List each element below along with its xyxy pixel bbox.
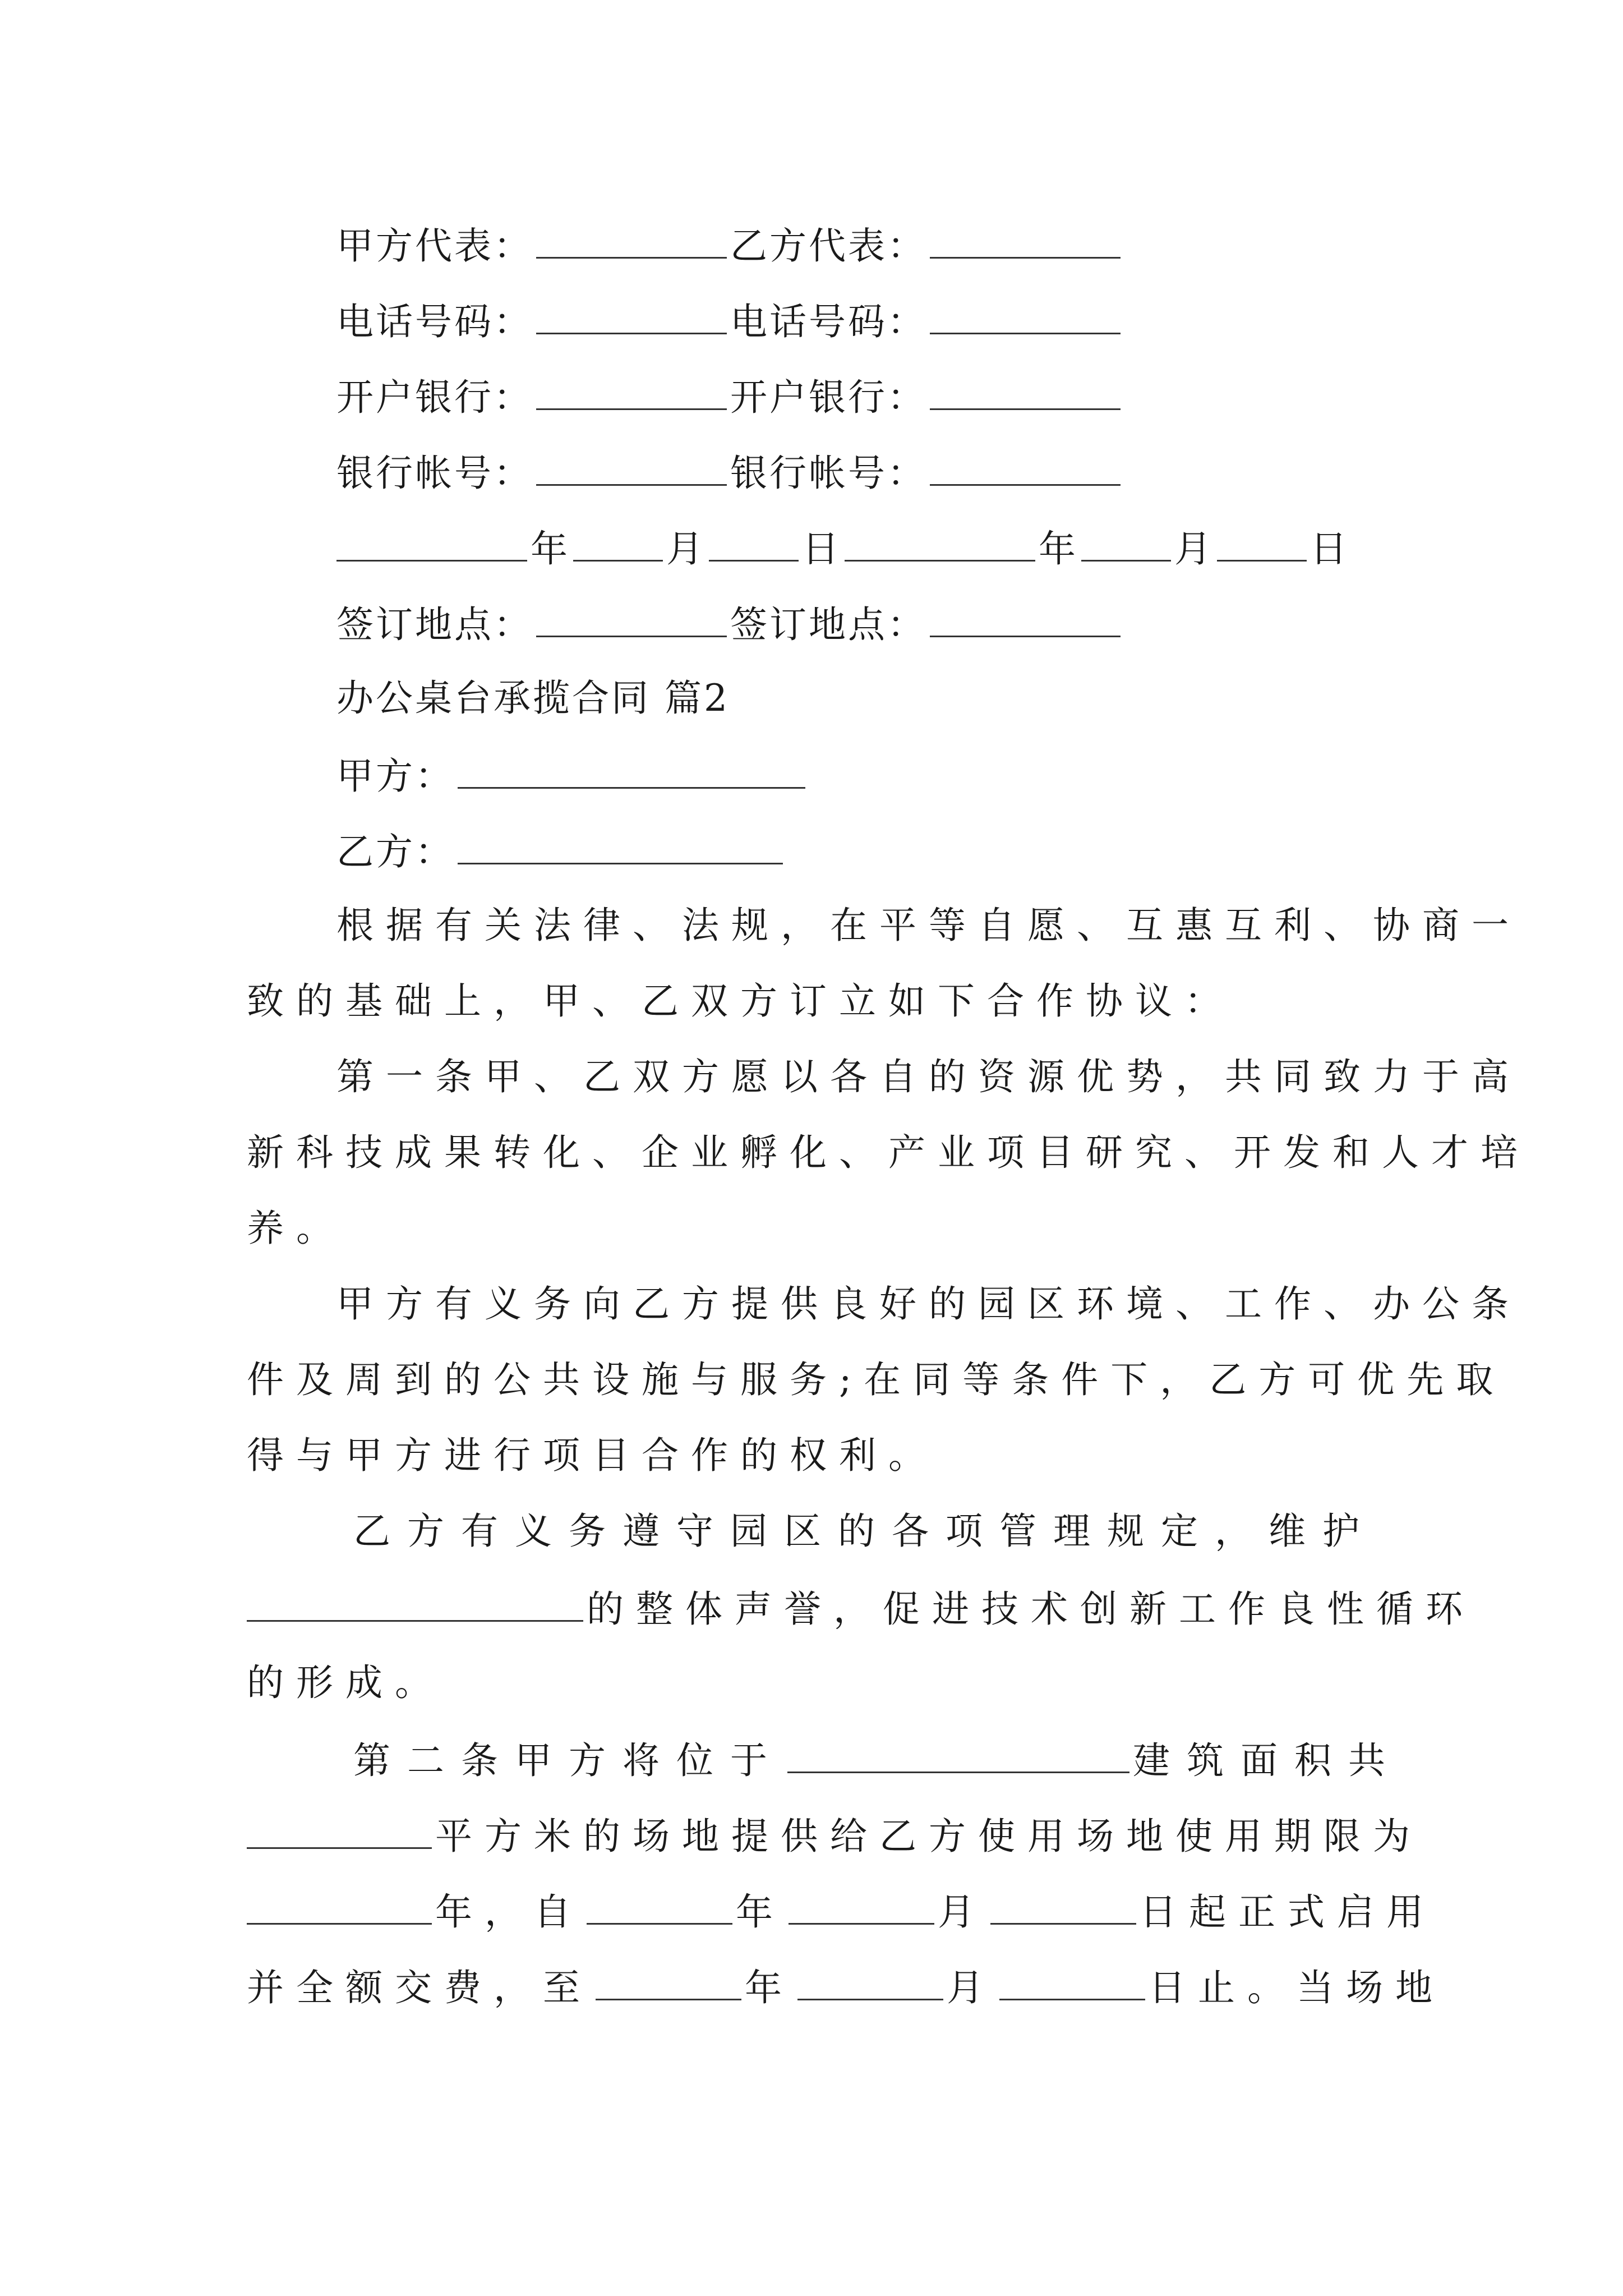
blank-field [930,301,1121,334]
paragraph-line: 件及周到的公共设施与服务;在同等条件下，乙方可优先取 [247,1358,1506,1401]
paragraph-line [247,1966,1445,2009]
blank-field [336,528,527,562]
paragraph-line [247,1588,1475,1631]
party-a-label: 甲方： [336,754,454,798]
blank-field [787,1740,1129,1773]
blank-field [930,226,1121,259]
blank-field [536,377,727,410]
blank-field [536,226,727,259]
paragraph-text: 月 [938,1890,987,1934]
party-a-line [336,754,1387,798]
blank-field [999,1967,1145,2000]
blank-field [789,1892,934,1925]
blank-field [247,1589,583,1622]
party-b-line [336,831,1387,871]
party-b-bank-label: 开户银行： [730,376,926,419]
blank-field [709,528,799,562]
blank-field [536,301,727,334]
paragraph-text: 平方米的场地提供给乙方使用场地使用期限为 [435,1815,1422,1858]
paragraph-text: 并全额交费，至 [247,1966,592,2009]
party-b-place-label: 签订地点： [730,603,926,646]
party-a-account-label: 银行帐号： [336,452,533,495]
blank-field [930,377,1121,410]
party-a-rep-label: 甲方代表： [336,224,533,268]
blank-field [536,604,727,637]
blank-field [247,1892,432,1925]
date-year-label: 年 [531,527,570,570]
blank-field [990,1892,1136,1925]
blank-field [845,528,1035,562]
paragraph-line: 的形成。 [247,1661,444,1704]
paragraph-line: 养。 [247,1207,345,1250]
party-a-phone-label: 电话号码： [336,300,533,343]
paragraph-text: 月 [947,1966,996,2009]
paragraph-text: 年，自 [435,1890,583,1934]
party-b-account-label: 银行帐号： [730,452,926,495]
paragraph-line: 甲方有义务向乙方提供良好的园区环境、工作、办公条 [336,1282,1521,1326]
paragraph-line [247,1890,1436,1934]
party-a-bank-label: 开户银行： [336,376,533,419]
date-month-label: 月 [1174,527,1214,570]
paragraph-line: 乙方有义务遵守园区的各项管理规定，维护 [353,1510,1376,1553]
date-month-label: 月 [666,527,706,570]
date-year-label: 年 [1039,527,1078,570]
paragraph-line: 新科技成果转化、企业孵化、产业项目研究、开发和人才培 [247,1131,1530,1174]
blank-field [573,528,663,562]
sig-row-place [336,603,1387,646]
party-b-label: 乙方： [336,830,454,873]
blank-field [536,453,727,486]
date-day-label: 日 [1310,527,1349,570]
date-day-label: 日 [802,527,841,570]
paragraph-text: 日起正式启用 [1140,1890,1436,1934]
blank-field [930,453,1121,486]
paragraph-text: 建筑面积共 [1133,1739,1402,1782]
sig-row-phone [336,301,1387,341]
blank-field [587,1892,732,1925]
paragraph-line: 得与甲方进行项目合作的权利。 [247,1434,938,1477]
paragraph-line: 致的基础上，甲、乙双方订立如下合作协议： [247,979,1234,1023]
sig-row-bank [336,376,1387,419]
blank-field [458,831,783,864]
paragraph-line [353,1739,1402,1782]
paragraph-text: 第二条甲方将位于 [353,1739,784,1782]
paragraph-text: 年 [736,1890,785,1934]
blank-field [247,1816,432,1849]
party-b-rep-label: 乙方代表： [730,224,926,268]
blank-field [596,1967,741,2000]
blank-field [1081,528,1171,562]
party-b-phone-label: 电话号码： [730,300,926,343]
paragraph-text: 日止。当场地 [1149,1966,1445,2009]
party-a-place-label: 签订地点： [336,603,533,646]
sig-row-date [336,528,1387,568]
sig-row-rep [336,224,1387,268]
paragraph-line: 根据有关法律、法规，在平等自愿、互惠互利、协商一 [336,904,1521,947]
paragraph-line [247,1815,1422,1858]
paragraph-line: 第一条甲、乙双方愿以各自的资源优势，共同致力于高 [336,1055,1521,1098]
blank-field [458,756,805,789]
paragraph-text: 的整体声誉，促进技术创新工作良性循环 [587,1588,1475,1631]
paragraph-text: 年 [745,1966,794,2009]
blank-field [1217,528,1307,562]
blank-field [930,604,1121,637]
blank-field [797,1967,943,2000]
sig-row-account [336,452,1387,495]
section-title: 办公桌台承揽合同 篇2 [336,677,730,720]
